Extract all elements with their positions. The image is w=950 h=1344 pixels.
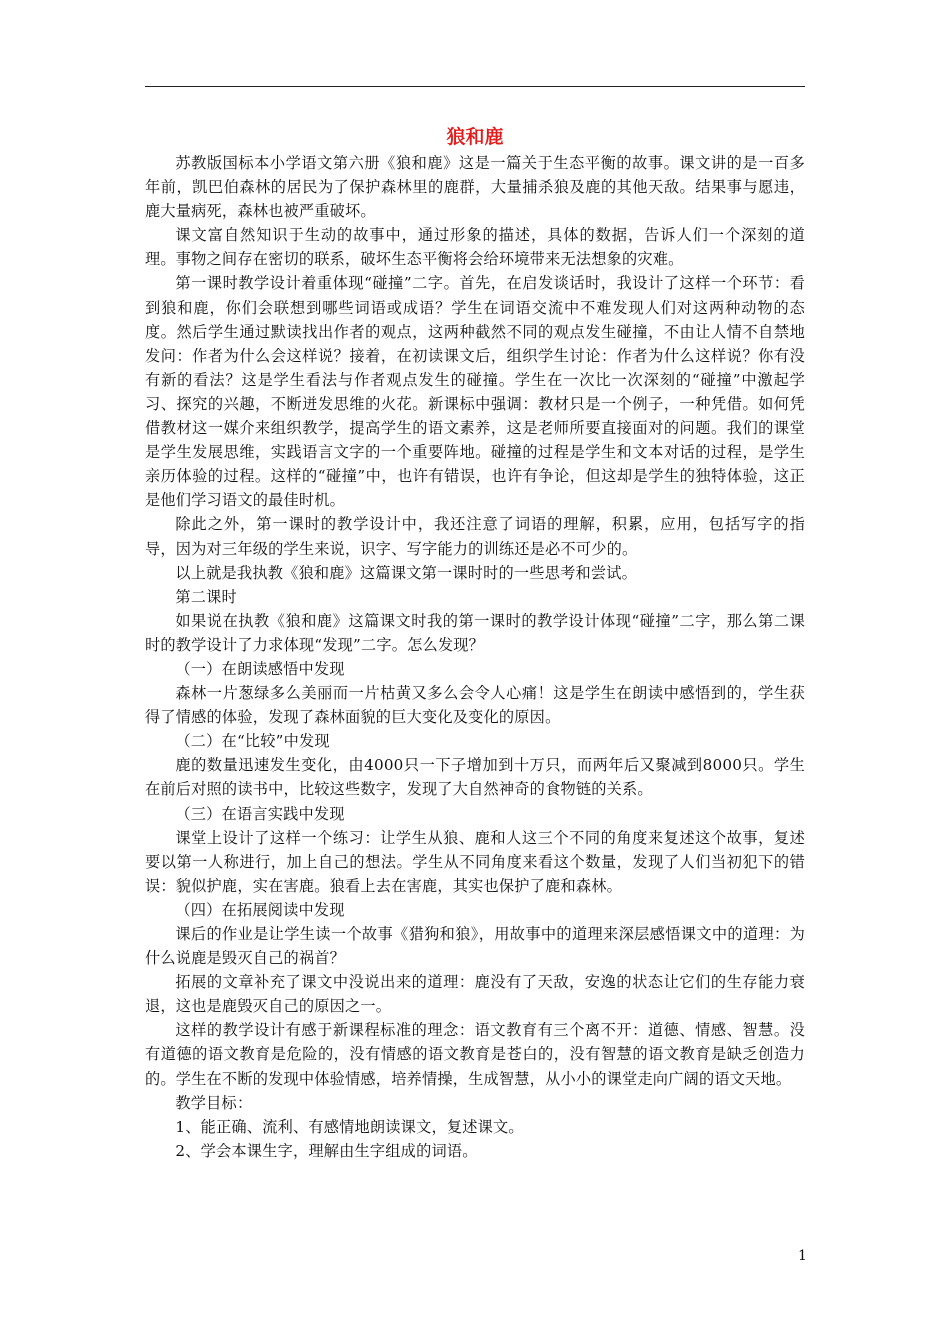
goal-item-1: 1、能正确、流利、有感情地朗读课文，复述课文。 [175,1117,524,1136]
paragraph-5: 以上就是我执教《狼和鹿》这篇课文第一课时时的一些思考和尝试。 [175,563,638,582]
paragraph-15: 课后的作业是让学生读一个故事《猎狗和狼》，用故事中的道理来深层感悟课文中的道理：为什么说鹿是毁灭自己的祸首？ [145,925,805,968]
subheading-3: （三）在语言实践中发现 [175,804,345,823]
goal-item-2: 2、学会本课生字，理解由生字组成的词语。 [175,1141,478,1160]
paragraph-7: 如果说在执教《狼和鹿》这篇课文时我的第一课时的教学设计体现“碰撞”二字，那么第二课时的教学设计了力求体现“发现”二字。怎么发现？ [145,611,805,654]
section-heading-lesson-2: 第二课时 [175,587,237,606]
page-number: 1 [798,1248,807,1264]
paragraph-3: 第一课时教学设计着重体现“碰撞”二字。首先，在启发谈话时，我设计了这样一个环节：看到狼和鹿，你们会联想到哪些词语或成语？学生在词语交流中不难发现人们对这两种动物的态度。然后学生通过默读找出作者的观点，这两种截然不同的观点发生碰撞，不由让人情不自禁地发问：作者为什么会这样说？接着，在初读课文后，组织学生讨论：作者为什么这样说？你有没有新的看法？这是学生看法与作者观点发生的碰撞。学生在一次比一次深刻的“碰撞”中激起学习、探究的兴趣，不断迸发思维的火花。新课标中强调：教材只是一个例子，一种凭借。如何凭借教材这一媒介来组织教学，提高学生的语文素养，这是老师所要直接面对的问题。我们的课堂是学生发展思维，实践语言文字的一个重要阵地。碰撞的过程是学生和文本对话的过程，是学生亲历体验的过程。这样的“碰撞”中，也许有错误，也许有争论，但这却是学生的独特体验，这正是他们学习语文的最佳时机。 [145,274,805,510]
paragraph-11: 鹿的数量迅速发生变化，由4000只一下子增加到十万只，而两年后又聚减到8000只。学生在前后对照的读书中，比较这些数字，发现了大自然神奇的食物链的关系。 [145,756,805,799]
paragraph-9: 森林一片葱绿多么美丽而一片枯黄又多么会令人心痛！这是学生在朗读中感悟到的，学生获得了情感的体验，发现了森林面貌的巨大变化及变化的原因。 [145,684,805,727]
subheading-1: （一）在朗读感悟中发现 [175,659,345,678]
document-body [145,124,805,1163]
paragraph-16: 拓展的文章补充了课文中没说出来的道理：鹿没有了天敌，安逸的状态让它们的生存能力衰退，这也是鹿毁灭自己的原因之一。 [145,973,805,1016]
document-title: 狼和鹿 [446,126,504,148]
paragraph-1: 苏教版国标本小学语文第六册《狼和鹿》这是一篇关于生态平衡的故事。课文讲的是一百多年前，凯巴伯森林的居民为了保护森林里的鹿群，大量捕杀狼及鹿的其他天敌。结果事与愿违，鹿大量病死，森林也被严重破坏。 [145,154,805,221]
teaching-goals-heading: 教学目标： [175,1093,253,1112]
subheading-4: （四）在拓展阅读中发现 [175,900,345,919]
subheading-2: （二）在“比较”中发现 [175,732,330,751]
paragraph-17: 这样的教学设计有感于新课程标准的理念：语文教育有三个离不开：道德、情感、智慧。没有道德的语文教育是危险的，没有情感的语文教育是苍白的，没有智慧的语文教育是缺乏创造力的。学生在不断的发现中体验情感，培养情操，生成智慧，从小小的课堂走向广阔的语文天地。 [145,1021,805,1088]
paragraph-2: 课文富自然知识于生动的故事中，通过形象的描述，具体的数据，告诉人们一个深刻的道理。事物之间存在密切的联系，破坏生态平衡将会给环境带来无法想象的灾难。 [145,226,805,269]
paragraph-13: 课堂上设计了这样一个练习：让学生从狼、鹿和人这三个不同的角度来复述这个故事，复述要以第一人称进行，加上自己的想法。学生从不同角度来看这个数量，发现了人们当初犯下的错误：貌似护鹿，实在害鹿。狼看上去在害鹿，其实也保护了鹿和森林。 [145,828,805,895]
header-rule [145,86,805,87]
paragraph-4: 除此之外，第一课时的教学设计中，我还注意了词语的理解，积累，应用，包括写字的指导，因为对三年级的学生来说，识字、写字能力的训练还是必不可少的。 [145,515,805,558]
